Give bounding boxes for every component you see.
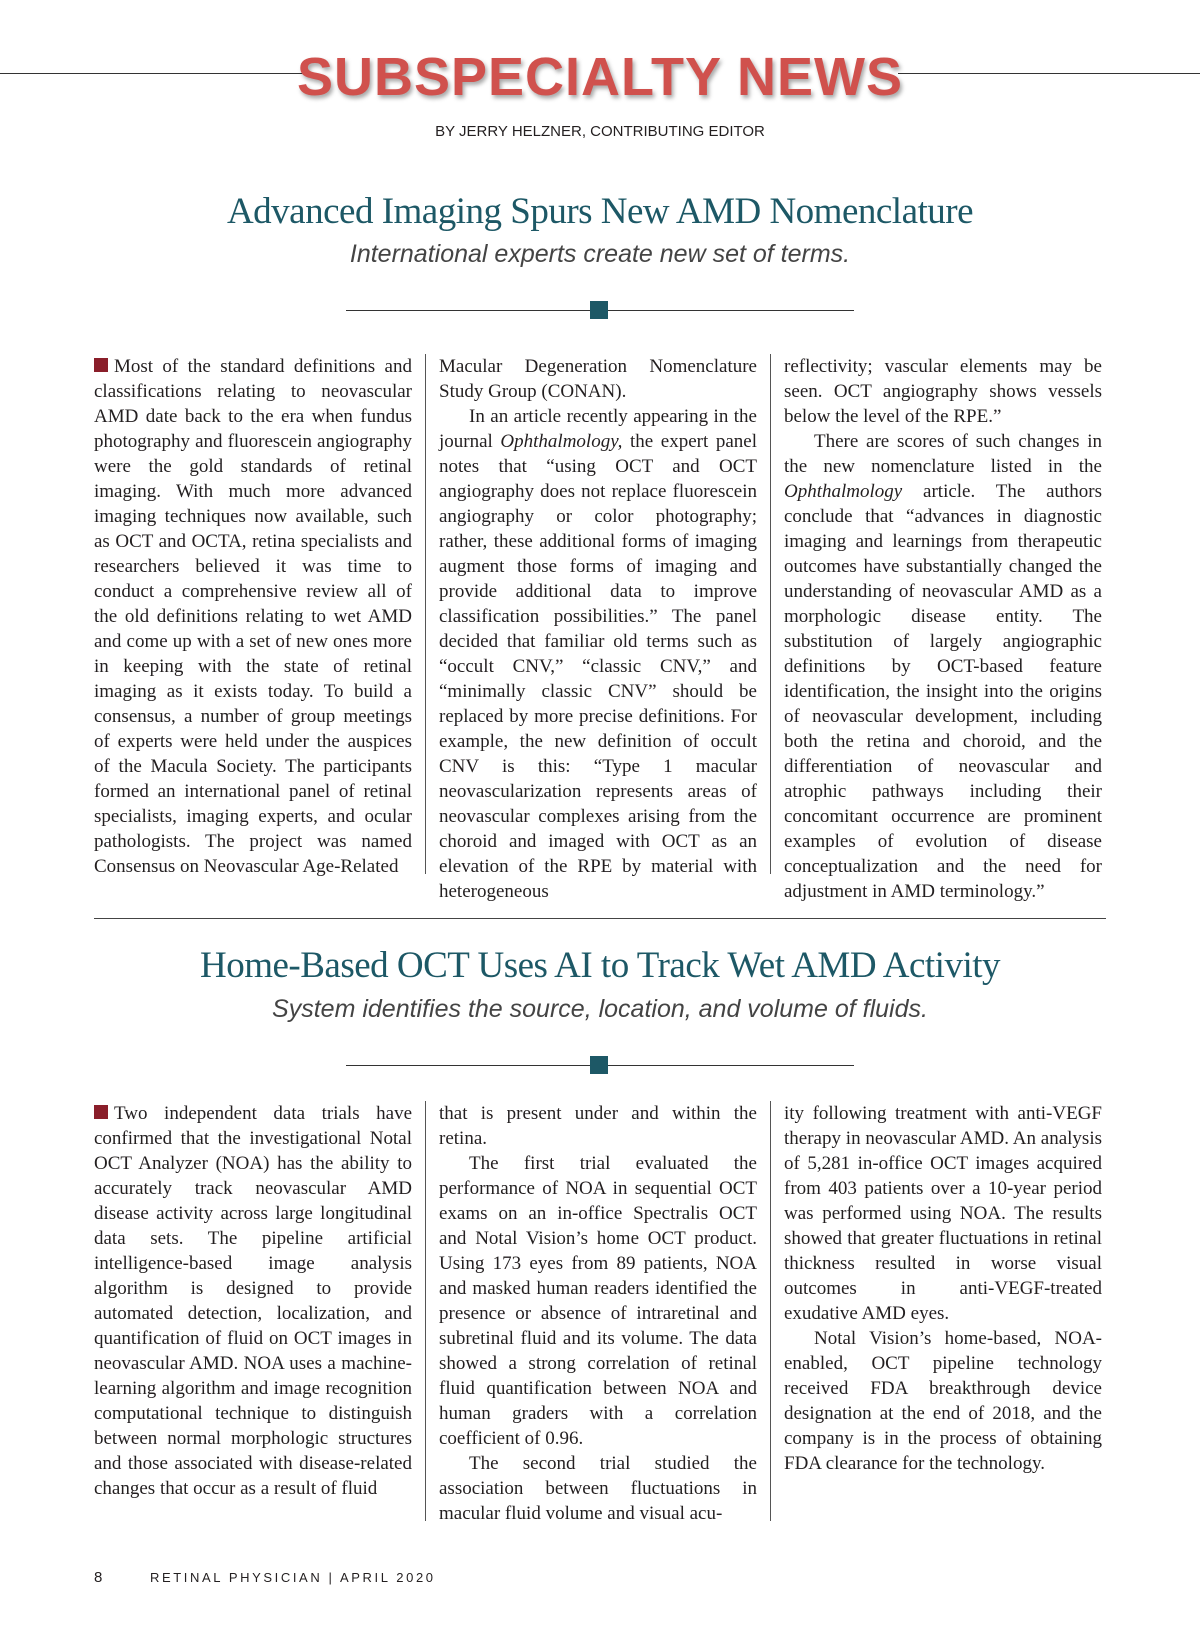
article2-col2-paragraph: that is present under and within the retina. — [439, 1103, 757, 1149]
article1-col2-paragraph: In an article recently appearing in the journal Ophthalmology, the expert panel notes that “using OCT and OCT angiography does not replace fluorescein angiography or color photography; rather, these additional forms of imaging augment those forms of imaging and provide additional data to improve classification possibilities.” The panel decided that familiar old terms such as “occult CNV,” “classic CNV,” and “minimally classic CNV” should be replaced by more precise definitions. For example, the new definition of occult CNV is this: “Type 1 macular neovascularization represents areas of neovascular complexes arising from the choroid and imaged with OCT as an elevation of the RPE by material with heterogeneous — [439, 406, 757, 902]
article1-column-2 — [439, 354, 757, 904]
article2-column-3 — [784, 1101, 1102, 1476]
page-number: 8 — [94, 1569, 103, 1586]
article1-column-3 — [784, 354, 1102, 904]
article2-headline: Home-Based OCT Uses AI to Track Wet AMD Activity — [199, 945, 1001, 986]
article2-col3-paragraph: ity following treatment with anti-VEGF therapy in neovascular AMD. An analysis of 5,281 in-office OCT images acquired from 403 patients over a 10-year period was performed using NOA. The results showed that greater fluctuations in retinal thickness resulted in worse visual outcomes in anti-VEGF-treated exudative AMD eyes. — [784, 1103, 1102, 1324]
article2-col2-paragraph: The second trial studied the association between fluctuations in macular fluid volume and visual acu- — [439, 1453, 757, 1524]
publication-footer: RETINAL PHYSICIAN | APRIL 2020 — [150, 1570, 436, 1585]
article1-col3-paragraph: reflectivity; vascular elements may be seen. OCT angiography shows vessels below the level of the RPE.” — [784, 356, 1102, 427]
section-title: SUBSPECIALTY NEWS — [296, 47, 904, 107]
column-divider — [770, 1101, 771, 1521]
journal-name: Ophthalmology — [784, 481, 903, 502]
article1-col1-text: Most of the standard definitions and classifications relating to neovascular AMD date back to the era when fundus photography and fluorescein angiography were the gold standards of retinal imaging. With much more advanced imaging techniques now available, such as OCT and OCTA, retina specialists and researchers believed it was time to conduct a comprehensive review all of the old definitions relating to wet AMD and come up with a set of new ones more in keeping with the state of retinal imaging as it exists today. To build a consensus, a number of group meetings of experts were held under the auspices of the Macula Society. The participants formed an international panel of retinal specialists, imaging experts, and ocular pathologists. The project was named Consensus on Neovascular Age-Related — [94, 356, 412, 877]
article1-column-1 — [94, 354, 412, 879]
section-divider — [94, 918, 1106, 919]
byline: BY JERRY HELZNER, CONTRIBUTING EDITOR — [435, 123, 765, 140]
article2-col2-paragraph: The first trial evaluated the performance of NOA in sequential OCT exams on an in-office Spectralis OCT and Notal Vision’s home OCT product. Using 173 eyes from 89 patients, NOA and masked human readers identified the presence or absence of intraretinal and subretinal fluid and its volume. The data showed a strong correlation of retinal fluid quantification between NOA and human graders with a correlation coefficient of 0.96. — [439, 1153, 757, 1449]
article2-ornament-square — [590, 1056, 608, 1074]
journal-name: Ophthalmology, — [500, 431, 623, 452]
article2-column-2 — [439, 1101, 757, 1526]
article-bullet-icon — [94, 358, 108, 372]
article2-col1-text: Two independent data trials have confirmed that the investigational Notal OCT Analyzer (NOA) has the ability to accurately track neovascular AMD disease activity across large longitudinal data sets. The pipeline artificial intelligence-based image analysis algorithm is designed to provide automated detection, localization, and quantification of fluid on OCT images in neovascular AMD. NOA uses a machine-learning algorithm and image recognition computational technique to distinguish between normal morphologic structures and those associated with disease-related changes that occur as a result of fluid — [94, 1103, 412, 1499]
article-bullet-icon — [94, 1105, 108, 1119]
column-divider — [425, 354, 426, 874]
article2-column-1 — [94, 1101, 412, 1501]
column-divider — [770, 354, 771, 874]
article2-col3-paragraph: Notal Vision’s home-based, NOA-enabled, OCT pipeline technology received FDA breakthrough device designation at the end of 2018, and the company is in the process of obtaining FDA clearance for the technology. — [784, 1328, 1102, 1474]
article1-deck: International experts create new set of terms. — [349, 240, 851, 268]
article2-deck: System identifies the source, location, and volume of fluids. — [272, 995, 928, 1023]
article1-ornament-square — [590, 301, 608, 319]
article1-col2-paragraph: Macular Degeneration Nomenclature Study Group (CONAN). — [439, 356, 757, 402]
article1-headline: Advanced Imaging Spurs New AMD Nomenclature — [226, 191, 974, 232]
column-divider — [425, 1101, 426, 1521]
article1-col3-paragraph: There are scores of such changes in the new nomenclature listed in the Ophthalmology article. The authors conclude that “advances in diagnostic imaging and learnings from therapeutic outcomes have substantially changed the understanding of neovascular AMD as a morphologic disease entity. The substitution of largely angiographic definitions by OCT-based feature identification, the insight into the origins of neovascular development, including both the retina and choroid, and the differentiation of neovascular and atrophic pathways including their concomitant occurrence are prominent examples of evolution of disease conceptualization and the need for adjustment in AMD terminology.” — [784, 431, 1102, 902]
